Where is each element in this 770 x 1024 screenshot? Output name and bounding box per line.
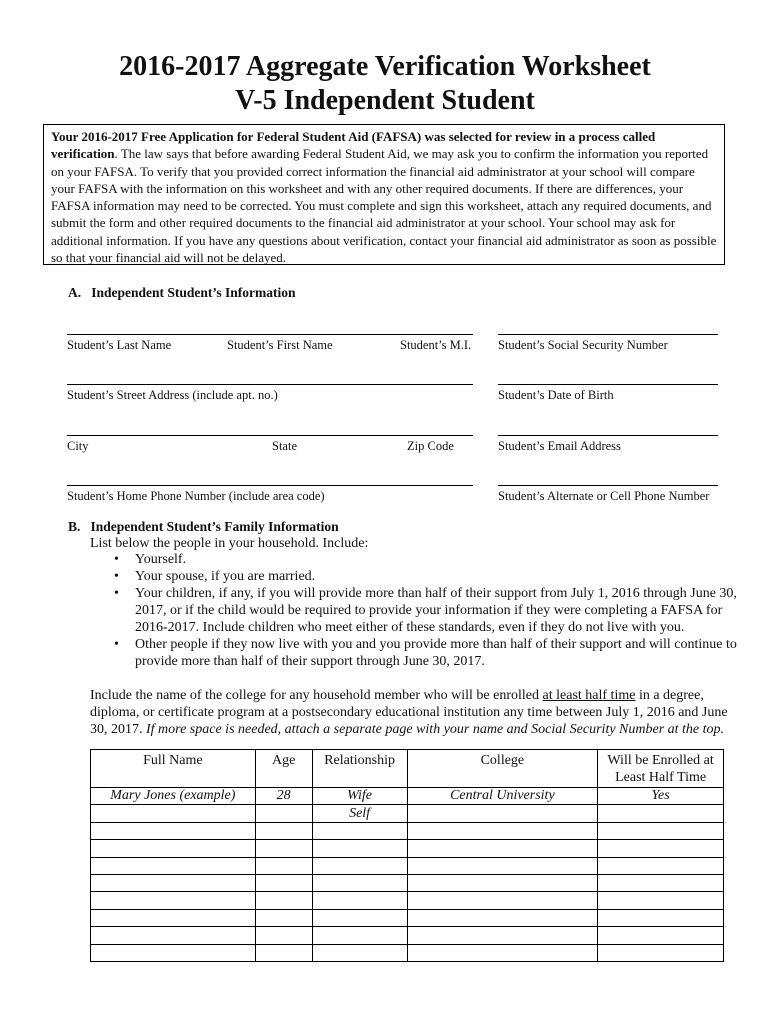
- bullet-icon: •: [114, 552, 119, 567]
- list-item: • Other people if they now live with you and you provide more than half of their support and will continue to provide more than half of their support through June 30, 2017.: [114, 637, 737, 669]
- home-phone-entry-line[interactable]: [67, 485, 473, 486]
- household-criteria-list: [90, 551, 740, 670]
- table-cell[interactable]: [255, 909, 312, 926]
- home-phone-label: Student’s Home Phone Number (include area code): [67, 489, 325, 503]
- table-cell[interactable]: [255, 944, 312, 961]
- table-cell[interactable]: [255, 822, 312, 839]
- page-subtitle: V-5 Independent Student: [235, 85, 535, 116]
- table-cell[interactable]: [312, 909, 407, 926]
- table-cell[interactable]: Self: [312, 805, 407, 822]
- name-entry-line[interactable]: [67, 334, 473, 335]
- extra-space-note: If more space is needed, attach a separate page with your name and Social Security Number at the top.: [146, 722, 725, 738]
- table-cell[interactable]: [91, 840, 256, 857]
- table-row: [91, 805, 724, 822]
- zip-code-label: Zip Code: [407, 439, 454, 453]
- table-cell[interactable]: [598, 909, 724, 926]
- household-members-table: [90, 749, 724, 962]
- table-cell[interactable]: [598, 874, 724, 891]
- page-title: 2016-2017 Aggregate Verification Worksheet: [119, 51, 651, 82]
- table-cell[interactable]: [91, 805, 256, 822]
- table-row: [91, 944, 724, 961]
- section-b-heading: B. Independent Student’s Family Information: [68, 519, 339, 534]
- table-cell[interactable]: [598, 927, 724, 944]
- table-row: [91, 788, 724, 805]
- table-cell[interactable]: [312, 892, 407, 909]
- last-name-label: Student’s Last Name: [67, 338, 172, 352]
- table-cell[interactable]: [312, 822, 407, 839]
- half-time-emphasis: at least half time: [542, 688, 636, 703]
- table-cell[interactable]: Wife: [312, 788, 407, 805]
- city-label: City: [67, 439, 89, 453]
- table-cell[interactable]: Mary Jones (example): [91, 788, 256, 805]
- table-cell[interactable]: [407, 857, 598, 874]
- bullet-icon: •: [114, 637, 119, 652]
- column-header-age: Age: [255, 750, 312, 788]
- table-cell[interactable]: [312, 927, 407, 944]
- table-cell[interactable]: [91, 909, 256, 926]
- table-cell[interactable]: [312, 840, 407, 857]
- table-cell[interactable]: [91, 944, 256, 961]
- first-name-label: Student’s First Name: [227, 338, 333, 352]
- table-row: [91, 822, 724, 839]
- table-cell[interactable]: [255, 857, 312, 874]
- list-item: • Your spouse, if you are married.: [114, 569, 316, 584]
- dob-label: Student’s Date of Birth: [498, 388, 614, 402]
- table-cell[interactable]: [91, 927, 256, 944]
- ssn-label: Student’s Social Security Number: [498, 338, 668, 352]
- table-row: [91, 892, 724, 909]
- table-row: [91, 909, 724, 926]
- table-cell[interactable]: [407, 840, 598, 857]
- table-cell[interactable]: [312, 944, 407, 961]
- list-item: • Your children, if any, if you will provide more than half of their support from July 1, 2016 through June 30, 2017, or if the child would be required to provide your information if they were completing a FAFSA for 2016-2017. Include children who meet either of these standards, even if they do not live with you.: [114, 586, 737, 635]
- middle-initial-label: Student’s M.I.: [400, 338, 472, 352]
- table-cell[interactable]: [598, 805, 724, 822]
- table-row: [91, 927, 724, 944]
- table-header-row: [91, 750, 724, 788]
- college-enrollment-instructions: Include the name of the college for any household member who will be enrolled at least half time in a degree, diploma, or certificate program at a postsecondary educational institution any time between July 1, 2016 and June 30, 2017. If more space is needed, attach a separate page with your name and Social Security Number at the top.: [90, 688, 728, 738]
- column-header-half-time: Will be Enrolled at Least Half Time: [598, 750, 724, 788]
- table-cell[interactable]: [598, 892, 724, 909]
- bullet-icon: •: [114, 569, 119, 584]
- section-b-intro: List below the people in your household. Include:: [90, 536, 369, 551]
- table-cell[interactable]: [407, 909, 598, 926]
- table-cell[interactable]: [407, 822, 598, 839]
- city-state-zip-entry-line[interactable]: [67, 435, 473, 436]
- table-cell[interactable]: [91, 822, 256, 839]
- table-row: [91, 840, 724, 857]
- verification-notice: [43, 124, 725, 265]
- cell-phone-entry-line[interactable]: [498, 485, 718, 486]
- table-row: [91, 874, 724, 891]
- email-entry-line[interactable]: [498, 435, 718, 436]
- email-label: Student’s Email Address: [498, 439, 621, 453]
- table-cell[interactable]: [255, 805, 312, 822]
- notice-lead: Your 2016-2017 Free Application for Federal Student Aid (FAFSA) was selected for review in a process called verification: [51, 129, 656, 162]
- table-cell[interactable]: 28: [255, 788, 312, 805]
- column-header-full-name: Full Name: [91, 750, 256, 788]
- table-cell[interactable]: [407, 927, 598, 944]
- cell-phone-label: Student’s Alternate or Cell Phone Number: [498, 489, 710, 503]
- street-address-label: Student’s Street Address (include apt. no.): [67, 388, 278, 402]
- section-a-heading: A. Independent Student’s Information: [68, 285, 296, 300]
- table-cell[interactable]: [598, 857, 724, 874]
- ssn-entry-line[interactable]: [498, 334, 718, 335]
- table-cell[interactable]: [91, 874, 256, 891]
- table-cell[interactable]: [255, 892, 312, 909]
- table-cell[interactable]: [598, 944, 724, 961]
- table-cell[interactable]: [407, 805, 598, 822]
- table-cell[interactable]: [598, 822, 724, 839]
- table-cell[interactable]: [598, 840, 724, 857]
- table-cell[interactable]: [407, 944, 598, 961]
- dob-entry-line[interactable]: [498, 384, 718, 385]
- notice-lead-end: .: [114, 146, 118, 162]
- table-cell[interactable]: [255, 927, 312, 944]
- table-cell[interactable]: [255, 874, 312, 891]
- table-row: [91, 857, 724, 874]
- table-cell[interactable]: [407, 874, 598, 891]
- table-cell[interactable]: [255, 840, 312, 857]
- table-cell[interactable]: [407, 892, 598, 909]
- table-cell[interactable]: [312, 874, 407, 891]
- bullet-icon: •: [114, 586, 119, 601]
- street-address-entry-line[interactable]: [67, 384, 473, 385]
- column-header-relationship: Relationship: [312, 750, 407, 788]
- table-cell[interactable]: Central University: [407, 788, 598, 805]
- column-header-college: College: [407, 750, 598, 788]
- table-cell[interactable]: [91, 892, 256, 909]
- table-cell[interactable]: [91, 857, 256, 874]
- table-cell[interactable]: [312, 857, 407, 874]
- notice-body: The law says that before awarding Federal Student Aid, we may ask you to confirm the information you reported on your FAFSA. To verify that you provided correct information the financial aid administrator at your school will compare your FAFSA with the information on this worksheet and with any other required documents. If there are differences, your FAFSA information may need to be corrected. You must complete and sign this worksheet, attach any required documents, and submit the form and other required documents to the financial aid administrator at your school. Your school may ask for additional information. If you have any questions about verification, contact your financial aid administrator as soon as possible so that your financial aid will not be delayed.: [51, 146, 717, 266]
- state-label: State: [272, 439, 297, 453]
- table-cell[interactable]: Yes: [598, 788, 724, 805]
- list-item: • Yourself.: [114, 552, 187, 567]
